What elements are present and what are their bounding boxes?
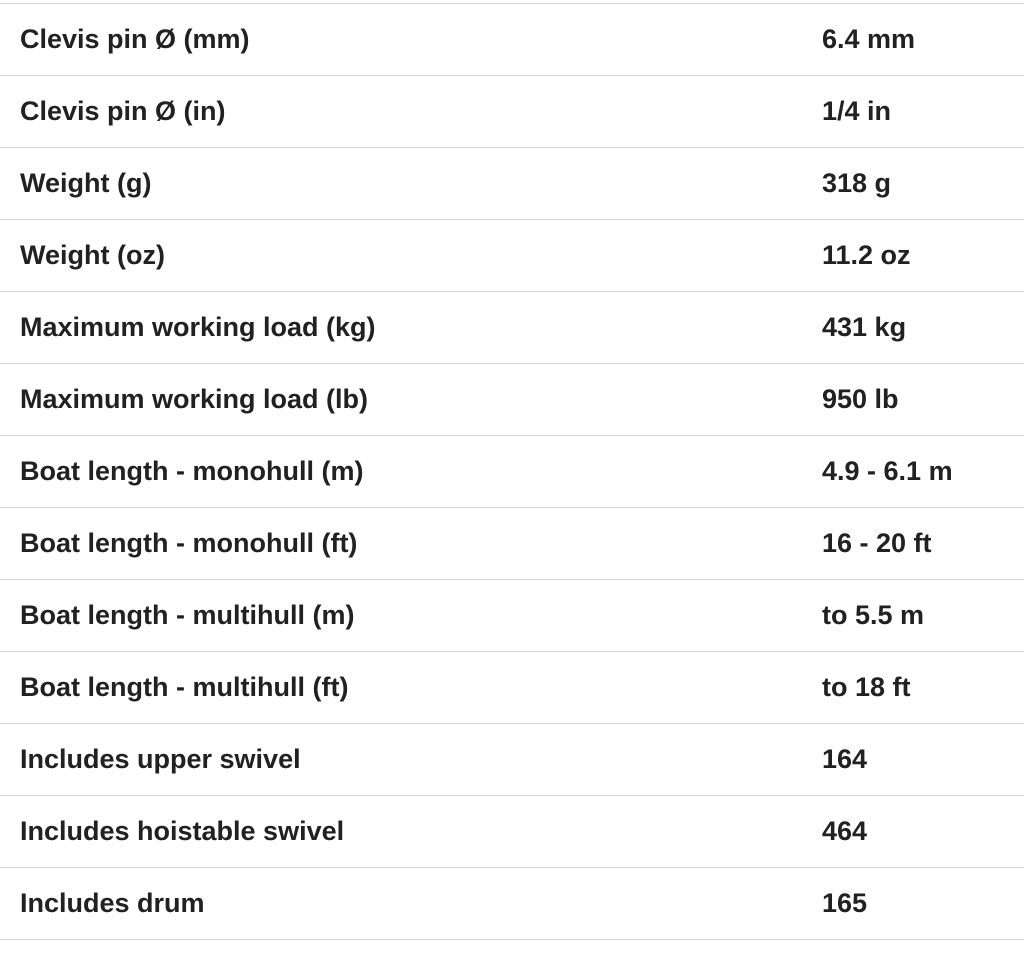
spec-label-hoistable-swivel: Includes hoistable swivel	[20, 816, 345, 846]
specifications-table	[0, 3, 1024, 940]
spec-value-max-load-lb: 950 lb	[822, 384, 899, 414]
table-row	[0, 220, 1024, 292]
spec-label-max-load-kg: Maximum working load (kg)	[20, 312, 376, 342]
spec-label-drum: Includes drum	[20, 888, 205, 918]
spec-value-weight-g: 318 g	[822, 168, 892, 198]
spec-label-monohull-ft: Boat length - monohull (ft)	[20, 528, 358, 558]
spec-value-monohull-ft: 16 - 20 ft	[822, 528, 932, 558]
table-row	[0, 4, 1024, 76]
table-row	[0, 868, 1024, 940]
spec-label-max-load-lb: Maximum working load (lb)	[20, 384, 369, 414]
spec-value-clevis-pin-in: 1/4 in	[822, 96, 892, 126]
spec-label-clevis-pin-mm: Clevis pin Ø (mm)	[20, 24, 250, 54]
spec-label-weight-g: Weight (g)	[20, 168, 152, 198]
specifications-body	[0, 4, 1024, 940]
spec-label-monohull-m: Boat length - monohull (m)	[20, 456, 364, 486]
spec-value-multihull-ft: to 18 ft	[822, 672, 911, 702]
table-row	[0, 796, 1024, 868]
table-row	[0, 724, 1024, 796]
spec-label-clevis-pin-in: Clevis pin Ø (in)	[20, 96, 226, 126]
spec-label-multihull-ft: Boat length - multihull (ft)	[20, 672, 349, 702]
spec-label-upper-swivel: Includes upper swivel	[20, 744, 301, 774]
table-row	[0, 76, 1024, 148]
table-row	[0, 508, 1024, 580]
table-row	[0, 148, 1024, 220]
spec-label-weight-oz: Weight (oz)	[20, 240, 165, 270]
spec-value-hoistable-swivel: 464	[822, 816, 868, 846]
table-row	[0, 580, 1024, 652]
spec-label-multihull-m: Boat length - multihull (m)	[20, 600, 355, 630]
spec-value-max-load-kg: 431 kg	[822, 312, 907, 342]
table-row	[0, 364, 1024, 436]
spec-value-clevis-pin-mm: 6.4 mm	[822, 24, 916, 54]
spec-value-drum: 165	[822, 888, 868, 918]
table-row	[0, 436, 1024, 508]
table-row	[0, 292, 1024, 364]
spec-value-monohull-m: 4.9 - 6.1 m	[822, 456, 953, 486]
spec-value-upper-swivel: 164	[822, 744, 868, 774]
table-row	[0, 652, 1024, 724]
spec-value-multihull-m: to 5.5 m	[822, 600, 925, 630]
spec-value-weight-oz: 11.2 oz	[822, 240, 911, 270]
